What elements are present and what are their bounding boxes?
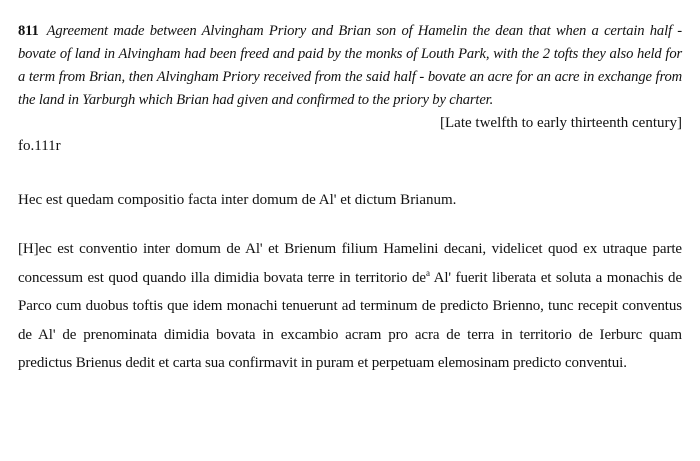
- charter-heading: Hec est quedam compositio facta inter domum de Al' et dictum Brianum.: [18, 192, 457, 208]
- charter-text-part-2: Al' fuerit liberata et soluta a monachis de Parco cum duobus toftis que idem monachi tenuerunt ad terminum de predicto Brienno, tunc recepit conventus de Al' de prenominata dimidia bovata in excambio acram pro acra de terra in territorio de Ierburc quam predictus Brienus dedit et carta sua confirmavit in puram et perpetuam elemosinam predicto conventui.: [18, 269, 682, 372]
- document-page: [18, 20, 682, 378]
- charter-text: [18, 235, 682, 378]
- folio-reference: fo.111r: [18, 138, 61, 154]
- date-line: [Late twelfth to early thirteenth century]: [440, 115, 682, 131]
- footnote-marker: a: [425, 267, 430, 278]
- entry-summary: [18, 20, 682, 112]
- summary-text: Agreement made between Alvingham Priory and Brian son of Hamelin the dean that when a certain half - bovate of land in Alvingham had been freed and paid by the monks of Louth Park, with the 2 tofts they also held for a term from Brian, then Alvingham Priory received from the said half - bovate an acre for an acre in exchange from the land in Yarburgh which Brian had given and confirmed to the priory by charter.: [18, 23, 682, 108]
- charter-text-part-1: [H]ec est conventio inter domum de Al' et Brienum filium Hamelini decani, videlicet quod ex utraque parte concessum est quod quando illa dimidia bovata terre in territorio de: [18, 241, 682, 286]
- entry-number: 811: [18, 23, 39, 39]
